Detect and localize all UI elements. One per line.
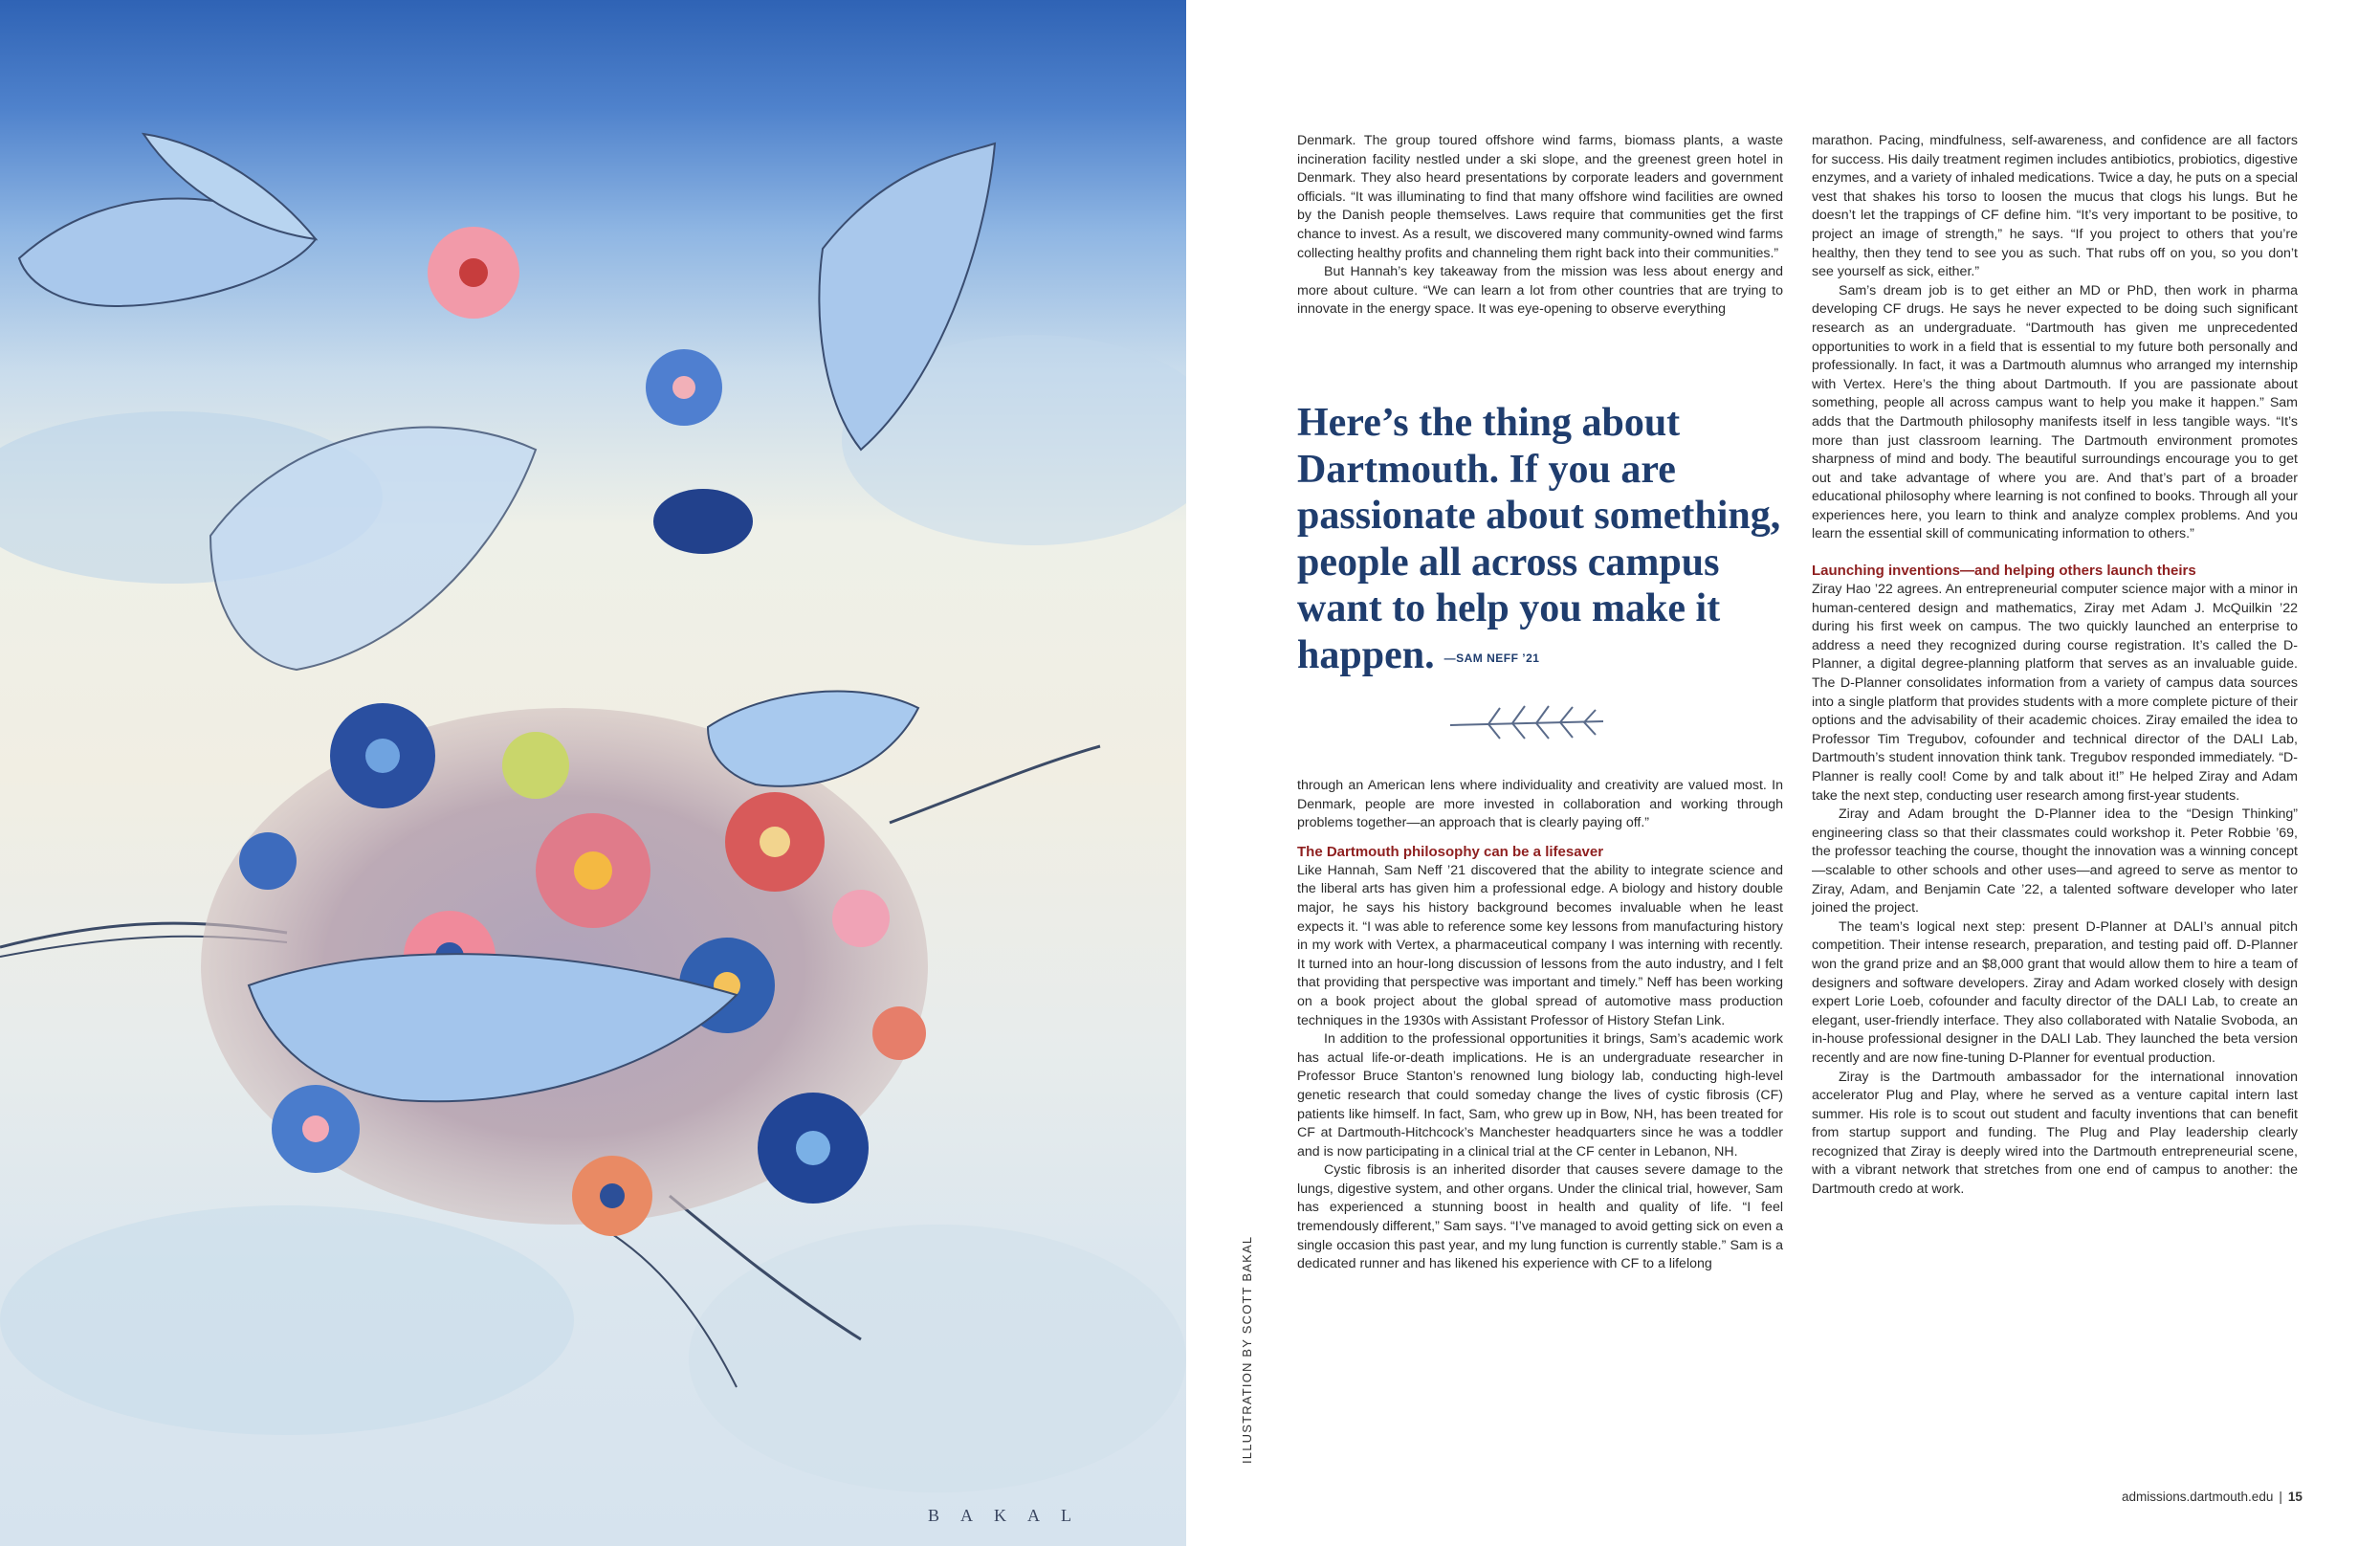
illustration-panel [0,0,1186,1546]
paragraph: But Hannah’s key takeaway from the mission was less about energy and more about culture. “We can learn a lot from other countries that are trying to innovate in the energy space. It was eye-opening to observe everything [1297,264,1783,318]
column-2 [1812,132,2298,1200]
paragraph: Ziray and Adam brought the D-Planner idea to the “Design Thinking” engineering class so that their classmates could workshop it. Peter Robbie ’69, the professor teaching the course, thought the innovation was a winning concept—scalable to other schools and other uses—and agreed to serve as mentor to Ziray, Adam, and Benjamin Cate ’22, a talented software developer who later joined the project. [1812,806,2298,917]
page-footer [2122,1490,2303,1504]
pull-quote-attribution: —SAM NEFF ’21 [1443,651,1540,665]
paragraph: Like Hannah, Sam Neff ’21 discovered that the ability to integrate science and the liberal arts has given him a professional edge. A biology and history double major, he says his history background becomes invaluable when he least expects it. “I was able to reference some key lessons from manufacturing history in my work with Vertex, a pharmaceutical company I was interning with recently. It turned into an hour-long discussion of lessons from the auto industry, and I felt that providing that perspective was important and timely.” Neff has been working on a book project about the global spread of automotive mass production techniques in the 1930s with Assistant Professor of History Stefan Link. [1297,862,1783,1028]
artist-signature: BAKAL [928,1506,1092,1525]
column-1-top [1297,132,1783,320]
paragraph: Cystic fibrosis is an inherited disorder that causes severe damage to the lungs, digestive system, and other organs. Under the clinical trial, however, Sam has experienced a stunning boost in health and quality of life. “I feel tremendously different,” Sam says. “I’ve managed to avoid getting sick on even a single occasion this past year, and my lung function is currently stable.” Sam is a dedicated runner and has likened his experience with CF to a lifelong [1297,1162,1783,1272]
section-heading: The Dartmouth philosophy can be a lifesaver [1297,843,1604,860]
footer-separator: | [2279,1490,2282,1504]
pull-quote-text: Here’s the thing about Dartmouth. If you are passionate about something, people all across campus want to help you make it happen. [1297,401,1781,677]
column-1-bottom [1297,777,1783,1274]
paragraph: marathon. Pacing, mindfulness, self-awareness, and confidence are all factors for success. His daily treatment regimen includes antibiotics, probiotics, digestive enzymes, and a variety of inhaled medications. Twice a day, he puts on a special vest that shakes his torso to loosen the mucus that clogs his lungs. But he doesn’t let the trappings of CF define him. “It’s very important to be positive, to project an image of strength,” he says. “If you project to others that you’re healthy, then they tend to see you as such. That rubs off on you, so you don’t see yourself as sick, either.” [1812,133,2298,280]
section-heading: Launching inventions—and helping others launch theirs [1812,563,2196,580]
page-number: 15 [2287,1490,2303,1504]
paragraph: through an American lens where individuality and creativity are valued most. In Denmark, people are more invested in collaboration and working through problems together—an approach that is clearly paying off.” [1297,778,1783,831]
paragraph: The team’s logical next step: present D-Planner at DALI’s annual pitch competition. Their intense research, preparation, and testing paid off. D-Planner won the grand prize and an $8,000 grant that would allow them to hire a team of designers and software developers. Ziray and Adam worked closely with design expert Lorie Loeb, cofounder and faculty director of the DALI Lab, to create an elegant, user-friendly interface. They also collaborated with Natalie Svoboda, an in-house professional designer in the DALI Lab. They launched the beta version recently and are now fine-tuning D-Planner for eventual production. [1812,918,2298,1066]
paragraph: Ziray Hao ’22 agrees. An entrepreneurial computer science major with a minor in human-centered design and mathematics, Ziray met Adam J. McQuilkin ’22 during his first week on campus. The two quickly launched an enterprise to address a need they recognized during course registration. It’s called the D-Planner, a digital degree-planning platform that serves as an invaluable guide. The D-Planner consolidates information from a variety of campus data sources into a single platform that provides students with a more complete picture of their options and the advisability of their academic choices. Ziray emailed the idea to Professor Tim Tregubov, cofounder and technical director of the DALI Lab, Dartmouth’s student innovation think tank. Tregubov responded immediately. “D-Planner is really cool! Come by and talk about it!” He helped Ziray and Adam take the next step, conducting user research among first-year students. [1812,582,2298,804]
footer-url[interactable]: admissions.dartmouth.edu [2122,1490,2274,1504]
pull-quote [1297,400,1795,681]
leaf-sprig-icon [1441,695,1613,752]
birds-and-nest-illustration [0,0,1186,1546]
paragraph: In addition to the professional opportunities it brings, Sam’s academic work has actual life-or-death implications. He is an undergraduate researcher in Professor Bruce Stanton’s renowned lung biology lab, conducting high-level genetic research that could someday change the lives of cystic fibrosis (CF) patients like himself. In fact, Sam, who grew up in Bow, NH, has been treated for CF at Dartmouth-Hitchcock’s Manchester headquarters since he was a toddler and is now participating in a clinical trial at the CF center in Lebanon, NH. [1297,1031,1783,1160]
paragraph: Sam’s dream job is to get either an MD or PhD, then work in pharma developing CF drugs. He says he never expected to be doing such significant research as an undergraduate. “Dartmouth has given me unprecedented opportunities to work in a field that is essential to my future both personally and professionally. In fact, it was a Dartmouth alumnus who arranged my internship with Vertex. Here’s the thing about Dartmouth. If you are passionate about something, people all across campus want to help you make it happen.” Sam adds that the Dartmouth philosophy manifests itself in less tangible ways. “It’s more than just classroom learning. The Dartmouth environment promotes sharpness of mind and body. The beautiful surroundings encourage you to get out and take advantage of where you are. And that’s part of a broader educational philosophy where learning is not confined to books. Through all your experiences here, you learn to think and analyze complex problems. And you learn the essential skill of communicating information to others.” [1812,282,2298,542]
paragraph: Ziray is the Dartmouth ambassador for the international innovation accelerator Plug and Play, where he served as a venture capital intern last summer. His role is to scout out student and faculty inventions that can benefit from startup support and funding. The Plug and Play leadership clearly recognized that Ziray is deeply wired into the Dartmouth entrepreneurial scene, with a vibrant network that stretches from one end of campus to another: the Dartmouth credo at work. [1812,1069,2298,1198]
illustration-credit: ILLUSTRATION BY SCOTT BAKAL [1240,1235,1254,1464]
paragraph: Denmark. The group toured offshore wind farms, biomass plants, a waste incineration facility nestled under a ski slope, and the greenest green hotel in Denmark. They also heard presentations by corporate leaders and government officials. “It was illuminating to find that many offshore wind facilities are owned by the Danish people themselves. Laws require that communities get the first chance to invest. As a result, we discovered many community-owned wind farms collecting healthy profits and channeling them right back into their communities.” [1297,133,1783,261]
